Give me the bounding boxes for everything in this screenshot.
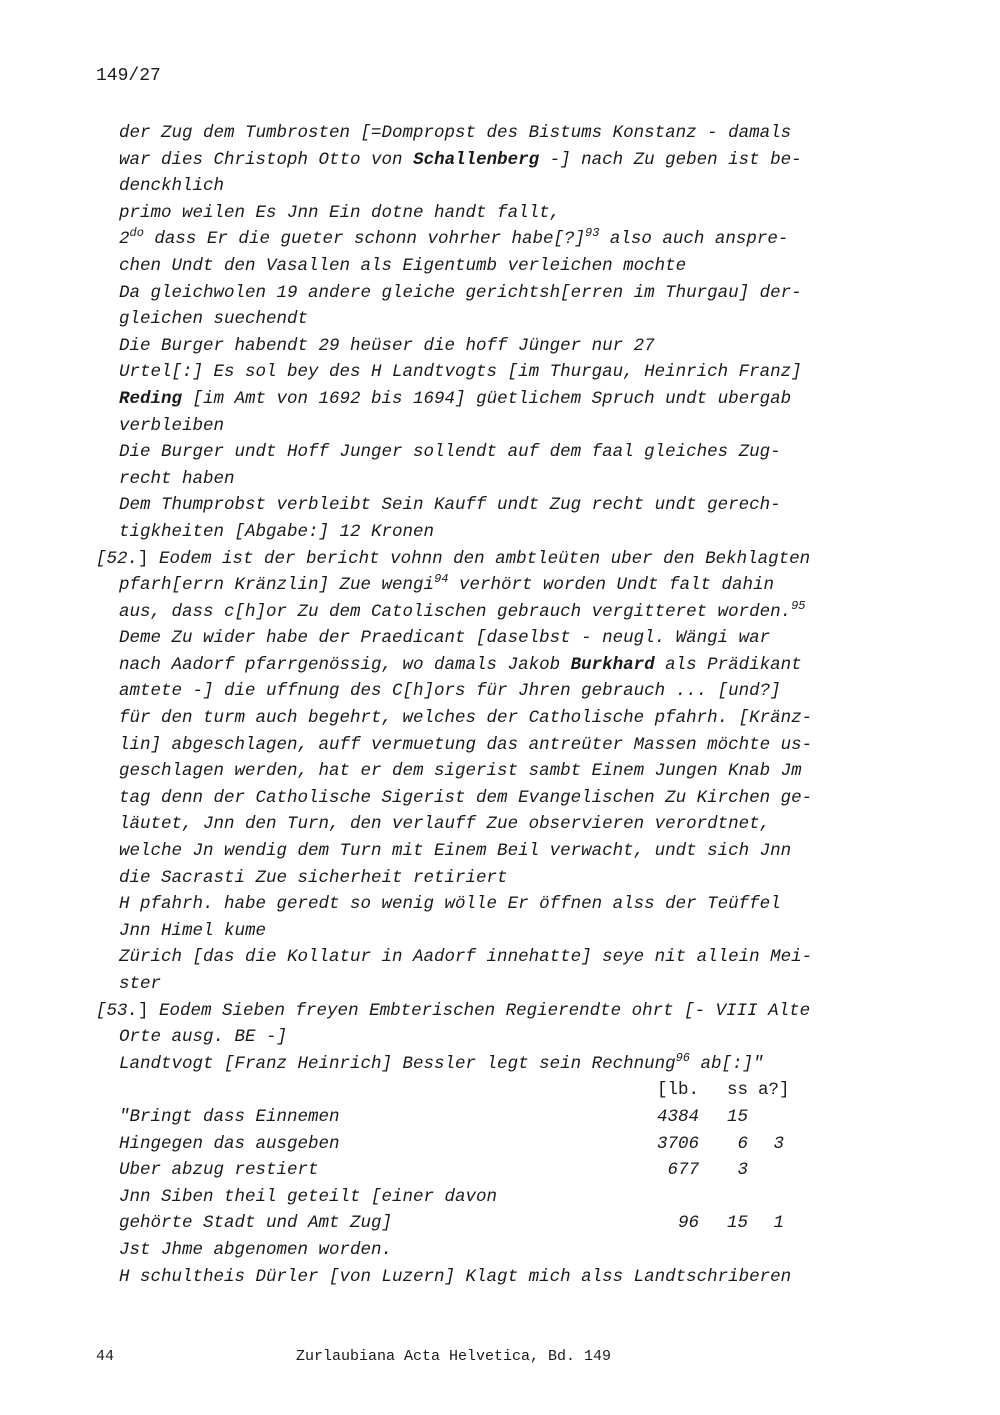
text-line: lin] abgeschlagen, auff vermuetung das antreüter Massen möchte us- <box>119 734 813 755</box>
text-line: der Zug dem Tumbrosten [=Dompropst des Bistums Konstanz - damals <box>119 123 792 143</box>
publication-title: Zurlaubiana Acta Helvetica, Bd. 149 <box>296 1348 612 1365</box>
text-line: für den turm auch begehrt, welches der Catholische pfahrh. [Kränz- <box>119 708 813 729</box>
text-line: pfarh[errn Kränzlin] Zue wengi$^{94}$ verhört worden Undt falt dahin <box>119 572 775 596</box>
account-row: gehörte Stadt und Amt Zug] 96 15 1 <box>119 1213 784 1234</box>
document-body <box>96 120 896 1290</box>
page-number: 44 <box>96 1348 115 1365</box>
account-row: Hingegen das ausgeben 3706 6 3 <box>119 1133 784 1154</box>
text-line: denckhlich <box>119 176 225 197</box>
text-line: geschlagen werden, hat er dem sigerist sambt Einem Jungen Knab Jm <box>119 761 802 782</box>
text-line: Orte ausg. BE -] <box>119 1027 288 1048</box>
person-name: Burkhard <box>570 654 655 675</box>
column-header-a: a?] <box>758 1080 790 1101</box>
text-line: Reding [im Amt von 1692 bis 1694] güetlichem Spruch undt ubergab <box>119 388 792 409</box>
text-line: Jnn Himel kume <box>119 920 267 941</box>
person-name: Reding <box>119 388 183 409</box>
text-line: gleichen suechendt <box>119 309 309 330</box>
text-line: die Sacrasti Zue sicherheit retiriert <box>119 867 508 888</box>
text-line: H pfahrh. habe geredt so wenig wölle Er öffnen alss der Teüffel <box>119 894 781 915</box>
text-line: war dies Christoph Otto von Schallenberg -] nach Zu geben ist be- <box>119 149 802 170</box>
account-row: "Bringt dass Einnemen 4384 15 <box>119 1106 748 1127</box>
entry-start-line: [52.] Eodem ist der bericht vohnn den ambtleüten uber den Bekhlagten <box>96 548 811 569</box>
text-line: Deme Zu wider habe der Praedicant [daselbst - neugl. Wängi war <box>119 628 771 649</box>
text-line: Da gleichwolen 19 andere gleiche gerichtsh[erren im Thurgau] der- <box>119 282 802 303</box>
text-line: amtete -] die uffnung des C[h]ors für Jhren gebrauch ... [und?] <box>119 681 781 702</box>
person-name: Schallenberg <box>413 149 540 170</box>
footnote-ref: 95 <box>791 598 806 613</box>
column-header-lb: [lb. <box>656 1080 699 1101</box>
text-line: verbleiben <box>119 415 225 436</box>
text-line: $2^{do}$ dass Er die gueter schonn vohrher habe[?]$^{93}$ also auch anspre- <box>119 226 789 250</box>
text-line: Die Burger habendt 29 heüser die hoff Jünger nur 27 <box>119 335 655 356</box>
page-reference: 149/27 <box>96 66 161 86</box>
text-line: primo weilen Es Jnn Ein dotne handt fallt, <box>119 202 561 223</box>
footnote-ref: 94 <box>434 572 449 587</box>
footnote-ref: 96 <box>675 1050 690 1065</box>
text-line: recht haben <box>119 468 235 489</box>
text-line: nach Aadorf pfarrgenössig, wo damals Jakob Burkhard als Prädikant <box>119 654 802 675</box>
text-line: tigkheiten [Abgabe:] 12 Kronen <box>119 521 435 542</box>
text-line: welche Jn wendig dem Turn mit Einem Beil verwacht, undt sich Jnn <box>119 841 792 862</box>
text-line: läutet, Jnn den Turn, den verlauff Zue observieren verordtnet, <box>119 814 771 835</box>
text-line: Jst Jhme abgenomen worden. <box>119 1239 393 1260</box>
account-row: Jnn Siben theil geteilt [einer davon <box>119 1186 498 1207</box>
text-line: H schultheis Dürler [von Luzern] Klagt mich alss Landtschriberen <box>119 1266 792 1287</box>
column-header-ss: ss <box>726 1080 748 1101</box>
account-header-row <box>96 1077 896 1104</box>
text-line: ster <box>119 974 162 994</box>
footnote-ref: 93 <box>585 226 600 241</box>
text-line: Landtvogt [Franz Heinrich] Bessler legt sein Rechnung$^{96}$ ab[:]" <box>119 1050 764 1074</box>
text-line: aus, dass c[h]or Zu dem Catolischen gebrauch vergitteret worden.$^{95}$ <box>119 598 806 622</box>
text-line: tag denn der Catholische Sigerist dem Evangelischen Zu Kirchen ge- <box>119 787 813 808</box>
text-line: Dem Thumprobst verbleibt Sein Kauff undt Zug recht undt gerech- <box>119 495 781 516</box>
account-row: Uber abzug restiert 677 3 <box>119 1160 748 1181</box>
entry-start-line: [53.] Eodem Sieben freyen Embterischen Regierendte ohrt [- VIII Alte <box>96 1000 811 1021</box>
text-line: Zürich [das die Kollatur in Aadorf innehatte] seye nit allein Mei- <box>119 947 813 968</box>
text-line: chen Undt den Vasallen als Eigentumb verleichen mochte <box>119 255 687 276</box>
text-line: Urtel[:] Es sol bey des H Landtvogts [im Thurgau, Heinrich Franz] <box>119 362 802 383</box>
text-line: Die Burger undt Hoff Junger sollendt auf dem faal gleiches Zug- <box>119 442 781 463</box>
